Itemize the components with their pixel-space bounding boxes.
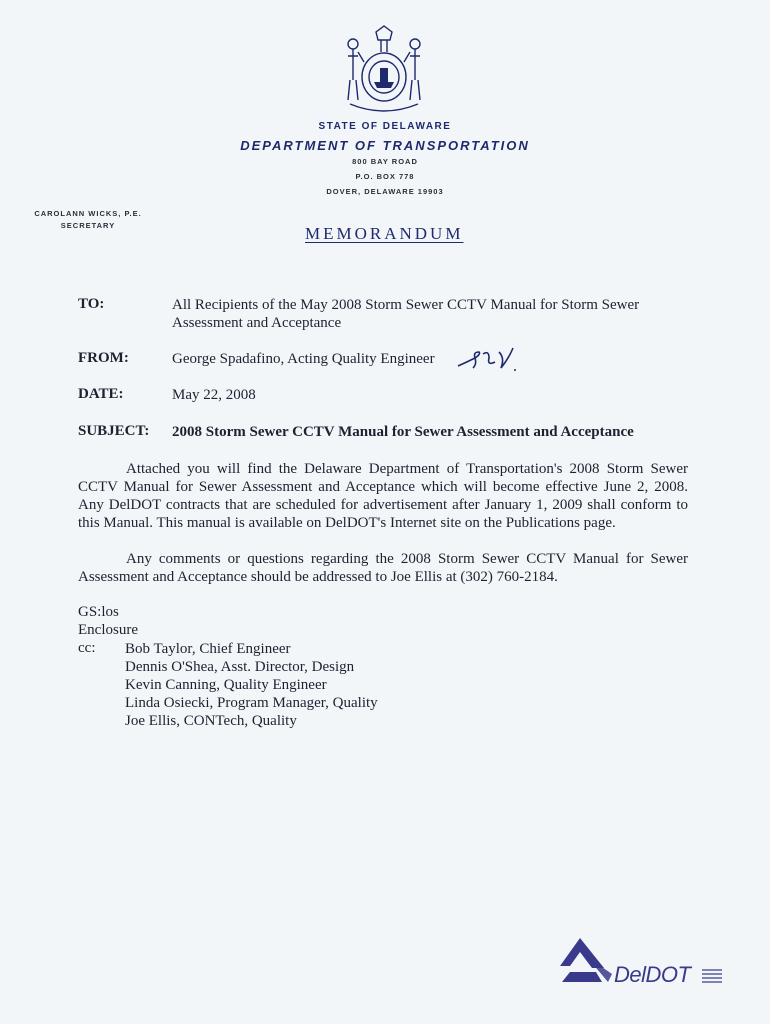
cc-item: Dennis O'Shea, Asst. Director, Design	[125, 659, 355, 675]
secretary-title: SECRETARY	[60, 221, 116, 230]
to-label: TO:	[78, 296, 105, 312]
body-paragraph-1-text: Attached you will find the Delaware Department of Transportation's 2008 Storm Sewer CCTV Manual for Sewer Assessment and Acceptance which will become effective June 2, 2008. Any DelDOT contracts that are scheduled for advertisement after January 1, 2009 shall conform to this Manual. This manual is available on DelDOT's Internet site on the Publications page.	[78, 461, 688, 531]
typist-initials: GS:los	[78, 604, 119, 620]
header-department: DEPARTMENT OF TRANSPORTATION	[240, 138, 530, 153]
date-value: May 22, 2008	[172, 387, 256, 403]
cc-item: Joe Ellis, CONTech, Quality	[125, 713, 297, 729]
from-label: FROM:	[78, 350, 129, 366]
header-address-line1: 800 BAY ROAD	[352, 157, 418, 166]
body-paragraph-2-text: Any comments or questions regarding the 2008 Storm Sewer CCTV Manual for Sewer Assessment and Acceptance should be addressed to Joe Ellis at (302) 760-2184.	[78, 551, 688, 585]
body-paragraph-2	[78, 550, 688, 586]
header-address-line3: DOVER, DELAWARE 19903	[326, 187, 444, 196]
cc-list	[125, 640, 378, 730]
cc-item: Linda Osiecki, Program Manager, Quality	[125, 695, 378, 711]
enclosure-note: Enclosure	[78, 622, 138, 638]
secretary-name: CAROLANN WICKS, P.E.	[34, 209, 142, 218]
date-label: DATE:	[78, 386, 124, 402]
from-value: George Spadafino, Acting Quality Engineer	[172, 351, 435, 367]
subject-value: 2008 Storm Sewer CCTV Manual for Sewer Assessment and Acceptance	[172, 424, 634, 440]
deldot-logo-text: DelDOT	[614, 962, 691, 987]
signature-initials	[455, 344, 525, 374]
cc-label: cc:	[78, 640, 96, 656]
header-state: STATE OF DELAWARE	[318, 121, 452, 132]
to-value-line2: Assessment and Acceptance	[172, 315, 342, 331]
header-address-line2: P.O. BOX 778	[355, 172, 415, 181]
to-value-line1: All Recipients of the May 2008 Storm Sewer CCTV Manual for Storm Sewer	[172, 297, 640, 313]
cc-item: Bob Taylor, Chief Engineer	[125, 641, 291, 657]
subject-label: SUBJECT:	[78, 423, 150, 439]
memo-title: MEMORANDUM	[305, 224, 464, 243]
cc-item: Kevin Canning, Quality Engineer	[125, 677, 327, 693]
body-paragraph-1	[78, 460, 688, 532]
delaware-state-seal	[336, 22, 432, 114]
